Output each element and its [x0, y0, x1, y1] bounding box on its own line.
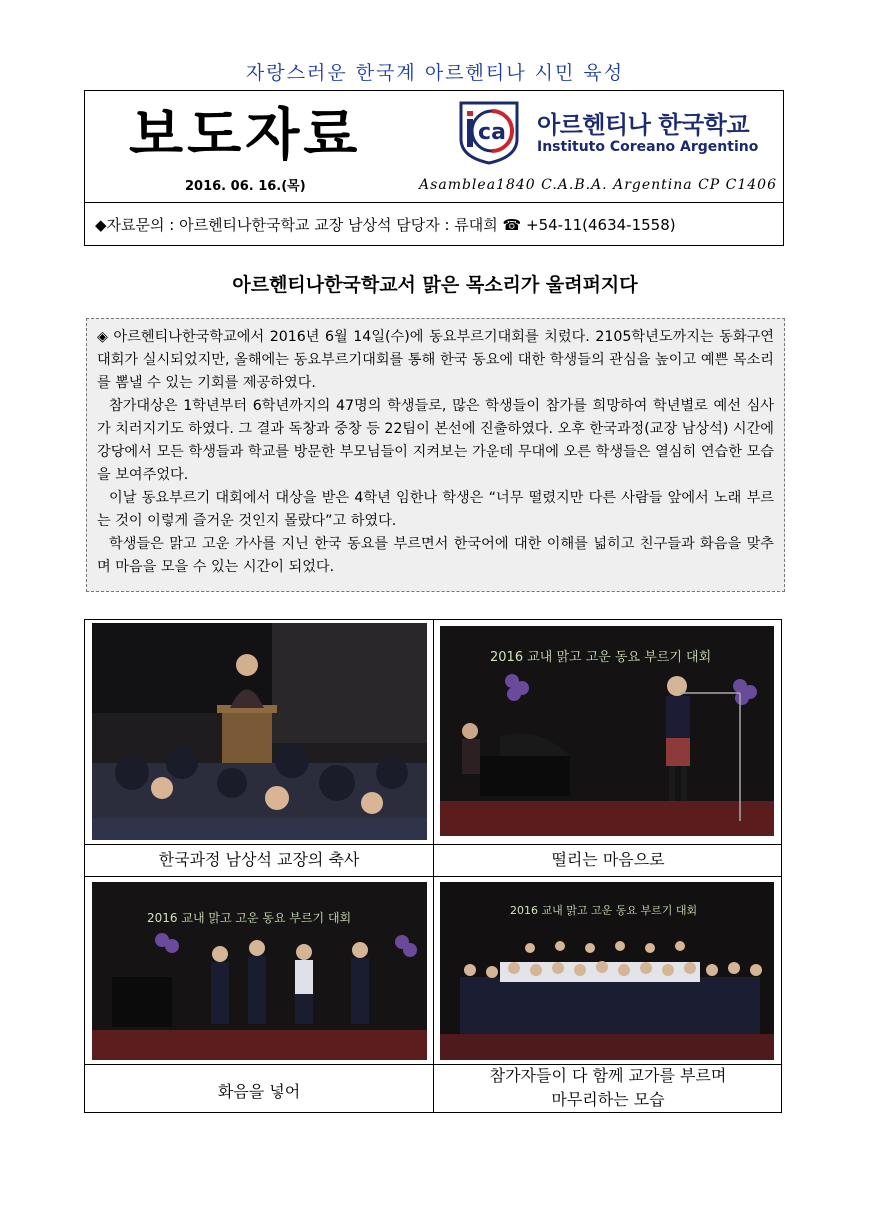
article-paragraph-1: ◈ 아르헨티나한국학교에서 2016년 6월 14일(수)에 동요부르기대회를 치렀다. 2105학년도까지는 동화구연대회가 실시되었지만, 올해에는 동요부르기대회를 통해 한국 동요에 대한 학생들의 관심을 높이고 예쁜 목소리를 뽐낼 수 있는 기회를 제공하였다. — [97, 329, 774, 391]
press-release-header — [84, 90, 784, 246]
banner-text: 2016 교내 맑고 고운 동요 부르기 대회 — [510, 904, 698, 917]
photo-quartet — [92, 882, 427, 1060]
table-divider — [85, 844, 781, 845]
article-paragraph-4: 학생들은 맑고 고운 가사를 지닌 한국 동요를 부르면서 한국어에 대한 이해를 넓히고 친구들과 화음을 맞추며 마음을 모을 수 있는 시간이 되었다. — [97, 536, 774, 575]
banner-text: 2016 교내 맑고 고운 동요 부르기 대회 — [490, 650, 712, 665]
press-title: 보도자료 — [129, 103, 362, 168]
photo-group-song — [440, 882, 774, 1060]
school-logo-icon — [457, 99, 521, 165]
svg-text:ca: ca — [478, 120, 506, 145]
photo-caption-2: 떨리는 마음으로 — [551, 850, 665, 869]
school-address: Asamblea1840 C.A.B.A. Argentina CP C1406 — [419, 177, 777, 193]
article-body — [86, 318, 785, 592]
photo-caption-4-line2: 마무리하는 모습 — [551, 1090, 665, 1109]
contact-info: ◆자료문의 : 아르헨티나한국학교 교장 남상석 담당자 : 류대희 ☎ +54-11(4634-1558) — [95, 216, 676, 234]
banner-text: 2016 교내 맑고 고운 동요 부르기 대회 — [147, 911, 352, 925]
photo-solo-singer — [440, 626, 774, 836]
header-divider — [85, 202, 783, 203]
article-headline: 아르헨티나한국학교서 맑은 목소리가 울려퍼지다 — [232, 274, 638, 296]
table-divider — [85, 876, 781, 877]
photo-caption-1: 한국과정 남상석 교장의 축사 — [158, 850, 360, 869]
photo-principal-speech — [92, 623, 427, 840]
article-paragraph-2: 참가대상은 1학년부터 6학년까지의 47명의 학생들로, 많은 학생들이 참가를 희망하여 학년별로 예선 심사가 치러지기도 하였다. 그 결과 독창과 중창 등 22팀이 본선에 진출하였다. 오후 한국과정(교장 남상석) 시간에 강당에서 모든 학생들과 학교를 방문한 부모님들이 지켜보는 가운데 무대에 오른 학생들은 열심히 연습한 모습을 보여주었다. — [97, 398, 774, 483]
photo-caption-4-line1: 참가자들이 다 함께 교가를 부르며 — [489, 1066, 727, 1085]
school-name-kr: 아르헨티나 한국학교 — [537, 111, 750, 139]
release-date: 2016. 06. 16.(목) — [185, 179, 306, 194]
photo-caption-4 — [434, 1064, 782, 1112]
header-top — [85, 91, 783, 203]
photo-caption-3: 화음을 넣어 — [217, 1082, 301, 1101]
school-name-es: Instituto Coreano Argentino — [537, 139, 759, 155]
slogan: 자랑스러운 한국계 아르헨티나 시민 육성 — [245, 62, 625, 84]
article-paragraph-3: 이날 동요부르기 대회에서 대상을 받은 4학년 임한나 학생은 “너무 떨렸지만 다른 사람들 앞에서 노래 부르는 것이 이렇게 즐거운 것인지 몰랐다”고 하였다. — [97, 490, 774, 529]
photo-table — [84, 619, 782, 1113]
